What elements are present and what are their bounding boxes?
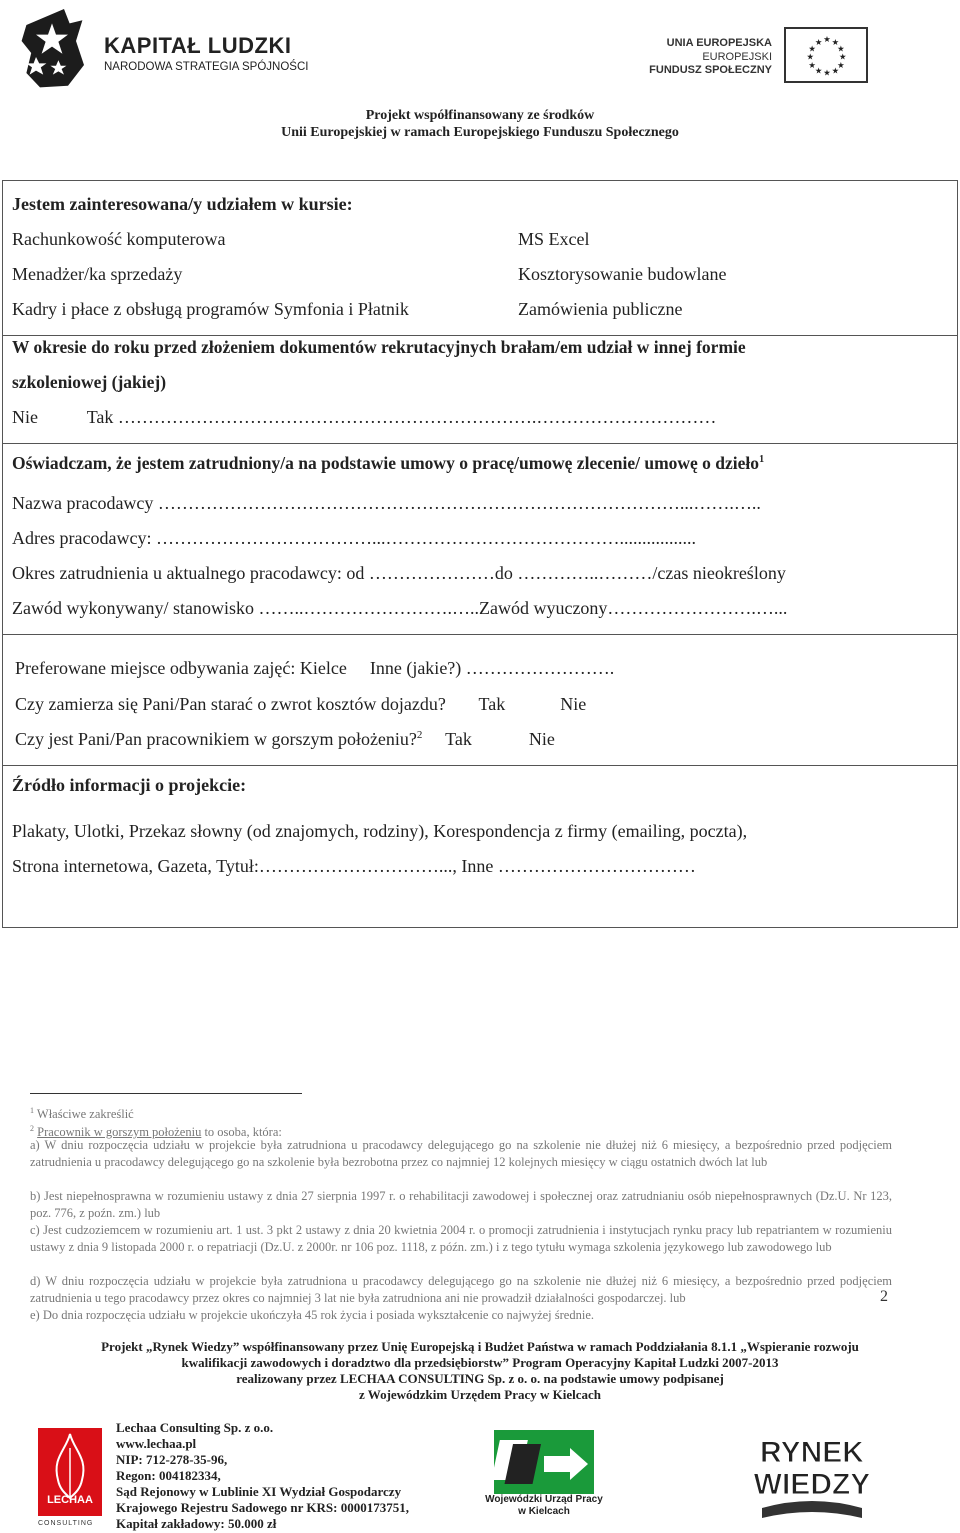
svg-text:★: ★ (814, 36, 823, 47)
footnote-2-term: Pracownik w gorszym położeniu (37, 1125, 202, 1140)
project-footer-line: realizowany przez LECHAA CONSULTING Sp. z o. o. na podstawie umowy podpisanej (236, 1371, 724, 1386)
prior-training-fill[interactable]: …………………………………………………………….………………………… (117, 407, 717, 427)
wiedzy-logo-word: WIEDZY (753, 1468, 871, 1501)
svg-text:★: ★ (837, 60, 845, 70)
employer-name-field[interactable]: Nazwa pracodawcy ……………………………………………………………………………...…….….. (12, 493, 761, 513)
course-label: Rachunkowość komputerowa (12, 229, 226, 249)
svg-text:★: ★ (814, 65, 823, 76)
course-option[interactable] (12, 264, 182, 285)
page-number: 2 (880, 1288, 888, 1305)
svg-text:★: ★ (837, 43, 845, 54)
tak-label: Tak (86, 407, 114, 427)
course-label: Zamówienia publiczne (518, 299, 683, 319)
occupation-field[interactable]: Zawód wykonywany/ stanowisko ……..…………………….…..Zawód wyuczony…………………….…... (12, 598, 788, 618)
divider (2, 765, 958, 766)
footnote-separator (30, 1093, 302, 1094)
cofinancing-line-1: Projekt współfinansowany ze środków (365, 108, 595, 123)
kapital-ludzki-title: KAPITAŁ LUDZKI (104, 33, 292, 58)
wup-kielce-logo (494, 1430, 594, 1494)
footnote-item-a: a) W dniu rozpoczęcia udziału w projekcie była zatrudniona u pracodawcy delegującego go na szkolenie nie dłużej niż 6 miesięcy, a bezpośrednio przed podjęciem zatrudnienia u pracodawcy delegującego go na szkolenie była bezrobotna przez co najmniej 12 kolejnych miesięcy w ciągu ostatnich dwóch lat lub (30, 1138, 892, 1169)
eu-label-2: EUROPEJSKI (702, 51, 772, 63)
company-court: Sąd Rejonowy w Lublinie XI Wydział Gospodarczy (116, 1484, 402, 1499)
eu-label-1: UNIA EUROPEJSKA (666, 37, 772, 49)
course-heading: Jestem zainteresowana/y udziałem w kursie: (12, 194, 353, 214)
rynek-logo-word: RYNEK (760, 1436, 864, 1469)
company-nip: NIP: 712-278-35-96, (116, 1452, 228, 1467)
divider (2, 443, 958, 444)
company-krs: Krajowego Rejestru Sadowego nr KRS: 0000173751, (116, 1500, 409, 1515)
course-option[interactable] (518, 264, 726, 285)
tak-option: Tak (445, 729, 472, 749)
course-label: Kadry i płace z obsługą programów Symfonia i Płatnik (12, 299, 409, 319)
eu-flag-icon (784, 27, 868, 83)
course-option[interactable] (12, 229, 225, 250)
divider (2, 335, 958, 336)
commute-question: Czy zamierza się Pani/Pan starać o zwrot kosztów dojazdu? (15, 694, 446, 714)
project-footer-line: z Wojewódzkim Urzędem Pracy w Kielcach (359, 1387, 601, 1402)
company-website[interactable]: www.lechaa.pl (116, 1436, 197, 1451)
footnote-2: $^2$ Pracownik w gorszym położeniu to osoba, która: (30, 1124, 282, 1140)
preferred-location-row (15, 658, 614, 679)
eu-label-3: FUNDUSZ SPOŁECZNY (649, 64, 772, 76)
nie-option: Nie (528, 729, 555, 749)
commute-question-row (15, 694, 586, 715)
project-footer-line: Projekt „Rynek Wiedzy” współfinansowany przez Unię Europejską i Budżet Państwa w ramach Poddziałania 8.1.1 „Wspieranie rozwoju (101, 1339, 859, 1354)
course-label: Menadżer/ka sprzedaży (12, 264, 183, 284)
employer-address-field[interactable]: Adres pracodawcy: ………………………………...…………………………………................. (12, 528, 696, 548)
company-regon: Regon: 004182334, (116, 1468, 221, 1483)
kapital-ludzki-subtitle: NARODOWA STRATEGIA SPÓJNOŚCI (104, 61, 309, 73)
rynek-wiedzy-logo (742, 1428, 882, 1520)
svg-text:★: ★ (808, 60, 816, 70)
prior-training-answers (12, 407, 716, 428)
footnote-item-b: b) Jest niepełnosprawna w rozumieniu ustawy z dnia 27 sierpnia 1997 r. o rehabilitacji zawodowej i społecznej oraz zatrudnianiu osób niepełnosprawnych (Dz.U. Nr 123, poz. 776, z poźn. zm.) lub (30, 1189, 892, 1220)
company-info (116, 1420, 409, 1532)
svg-text:★: ★ (823, 67, 831, 78)
prior-training-question: W okresie do roku przed złożeniem dokumentów rekrutacyjnych brałam/em udział w innej formie (12, 337, 746, 357)
lechaa-consulting-label: CONSULTING (38, 1520, 94, 1527)
tak-option: Tak (478, 694, 506, 714)
course-option[interactable] (518, 229, 590, 250)
company-name: Lechaa Consulting Sp. z o.o. (116, 1420, 274, 1435)
source-options-line-2[interactable]: Strona internetowa, Gazeta, Tytuł:…………………………..., Inne …………………………… (12, 856, 696, 876)
prior-training-question-cont: szkoleniowej (jakiej) (12, 372, 167, 392)
cofinancing-line-2: Unii Europejskiej w ramach Europejskiego Funduszu Społecznego (281, 125, 679, 140)
disadvantaged-question-row (15, 729, 555, 750)
employment-declaration: Oświadczam, że jestem zatrudniony/a na podstawie umowy o pracę/umowę zlecenie/ umowę o dzieło$^1$ (12, 453, 765, 473)
preferred-location-label: Preferowane miejsce odbywania zajęć: (15, 658, 296, 678)
svg-text:★: ★ (823, 34, 831, 44)
company-capital: Kapitał zakładowy: 50.000 zł (116, 1516, 277, 1531)
course-option[interactable] (12, 299, 409, 320)
footnote-item-c: c) Jest cudzoziemcem w rozumieniu art. 1 ust. 3 pkt 2 ustawy z dnia 20 kwietnia 2004 r. o promocji zatrudnienia i instytucjach rynku pracy lub repatriantem w rozumieniu ustawy z dnia 9 listopada 2000 r. o repatriacji (Dz.U. z 2000r. nr 106 poz. 1118, z późn. zm.) i z tego tytułu wymaga szkolenia językowego lub zawodowego lub (30, 1223, 892, 1254)
project-footer-line: kwalifikacji zawodowych i doradztwo dla przedsiębiorstw” Program Operacyjny Kapitał Ludzki 2007-2013 (181, 1355, 779, 1370)
lechaa-logo (38, 1428, 102, 1516)
course-label: Kosztorysowanie budowlane (518, 264, 727, 284)
inne-label[interactable]: Inne (jakie?) ……………………. (369, 658, 615, 678)
source-options-line-1[interactable]: Plakaty, Ulotki, Przekaz słowny (od znajomych, rodziny), Korespondencja z firmy (emailing, poczta), (12, 821, 748, 841)
nie-option: Nie (560, 694, 587, 714)
svg-text:★: ★ (831, 36, 840, 47)
svg-text:★: ★ (839, 51, 847, 62)
footnote-ref: 2 (416, 729, 423, 741)
footnote-ref: 1 (759, 454, 765, 466)
course-option[interactable] (518, 299, 682, 320)
nie-label: Nie (12, 407, 38, 427)
footnote-item-e: e) Do dnia rozpoczęcia udziału w projekcie ukończyła 45 rok życia i posiada wykształcenie co najwyżej średnie. (30, 1308, 594, 1322)
wup-kielce-label: Wojewódzki Urząd Pracy w Kielcach (485, 1494, 603, 1517)
divider (2, 634, 958, 635)
svg-text:★: ★ (806, 51, 814, 62)
project-footer (0, 1339, 960, 1403)
source-heading: Źródło informacji o projekcie: (12, 775, 247, 795)
application-form (2, 180, 958, 928)
kapital-ludzki-star-logo (20, 0, 84, 98)
course-label: MS Excel (518, 229, 590, 249)
svg-text:★: ★ (831, 65, 840, 76)
footnote-1: $^1$ Właściwe zakreślić (30, 1106, 134, 1122)
cofinancing-header (0, 107, 960, 141)
svg-text:★: ★ (808, 43, 816, 54)
footnote-item-d: d) W dniu rozpoczęcia udziału w projekcie była zatrudniona u pracodawcy delegującego go na szkolenie nie dłużej niż 6 miesięcy, a bezpośrednio przed podjęciem zatrudnienia u tego pracodawcy przez okres co najmniej 3 lat nie była zatrudniona ani nie prowadził działalności gospodarczej. lub (30, 1274, 892, 1305)
employment-period-field[interactable]: Okres zatrudnienia u aktualnego pracodawcy: od …………………do …………..………/czas nieokreślony (12, 563, 786, 583)
kielce-label: Kielce (299, 658, 347, 678)
disadvantaged-question: Czy jest Pani/Pan pracownikiem w gorszym położeniu? (15, 729, 417, 749)
lechaa-logo-text: LECHAA (47, 1494, 93, 1506)
